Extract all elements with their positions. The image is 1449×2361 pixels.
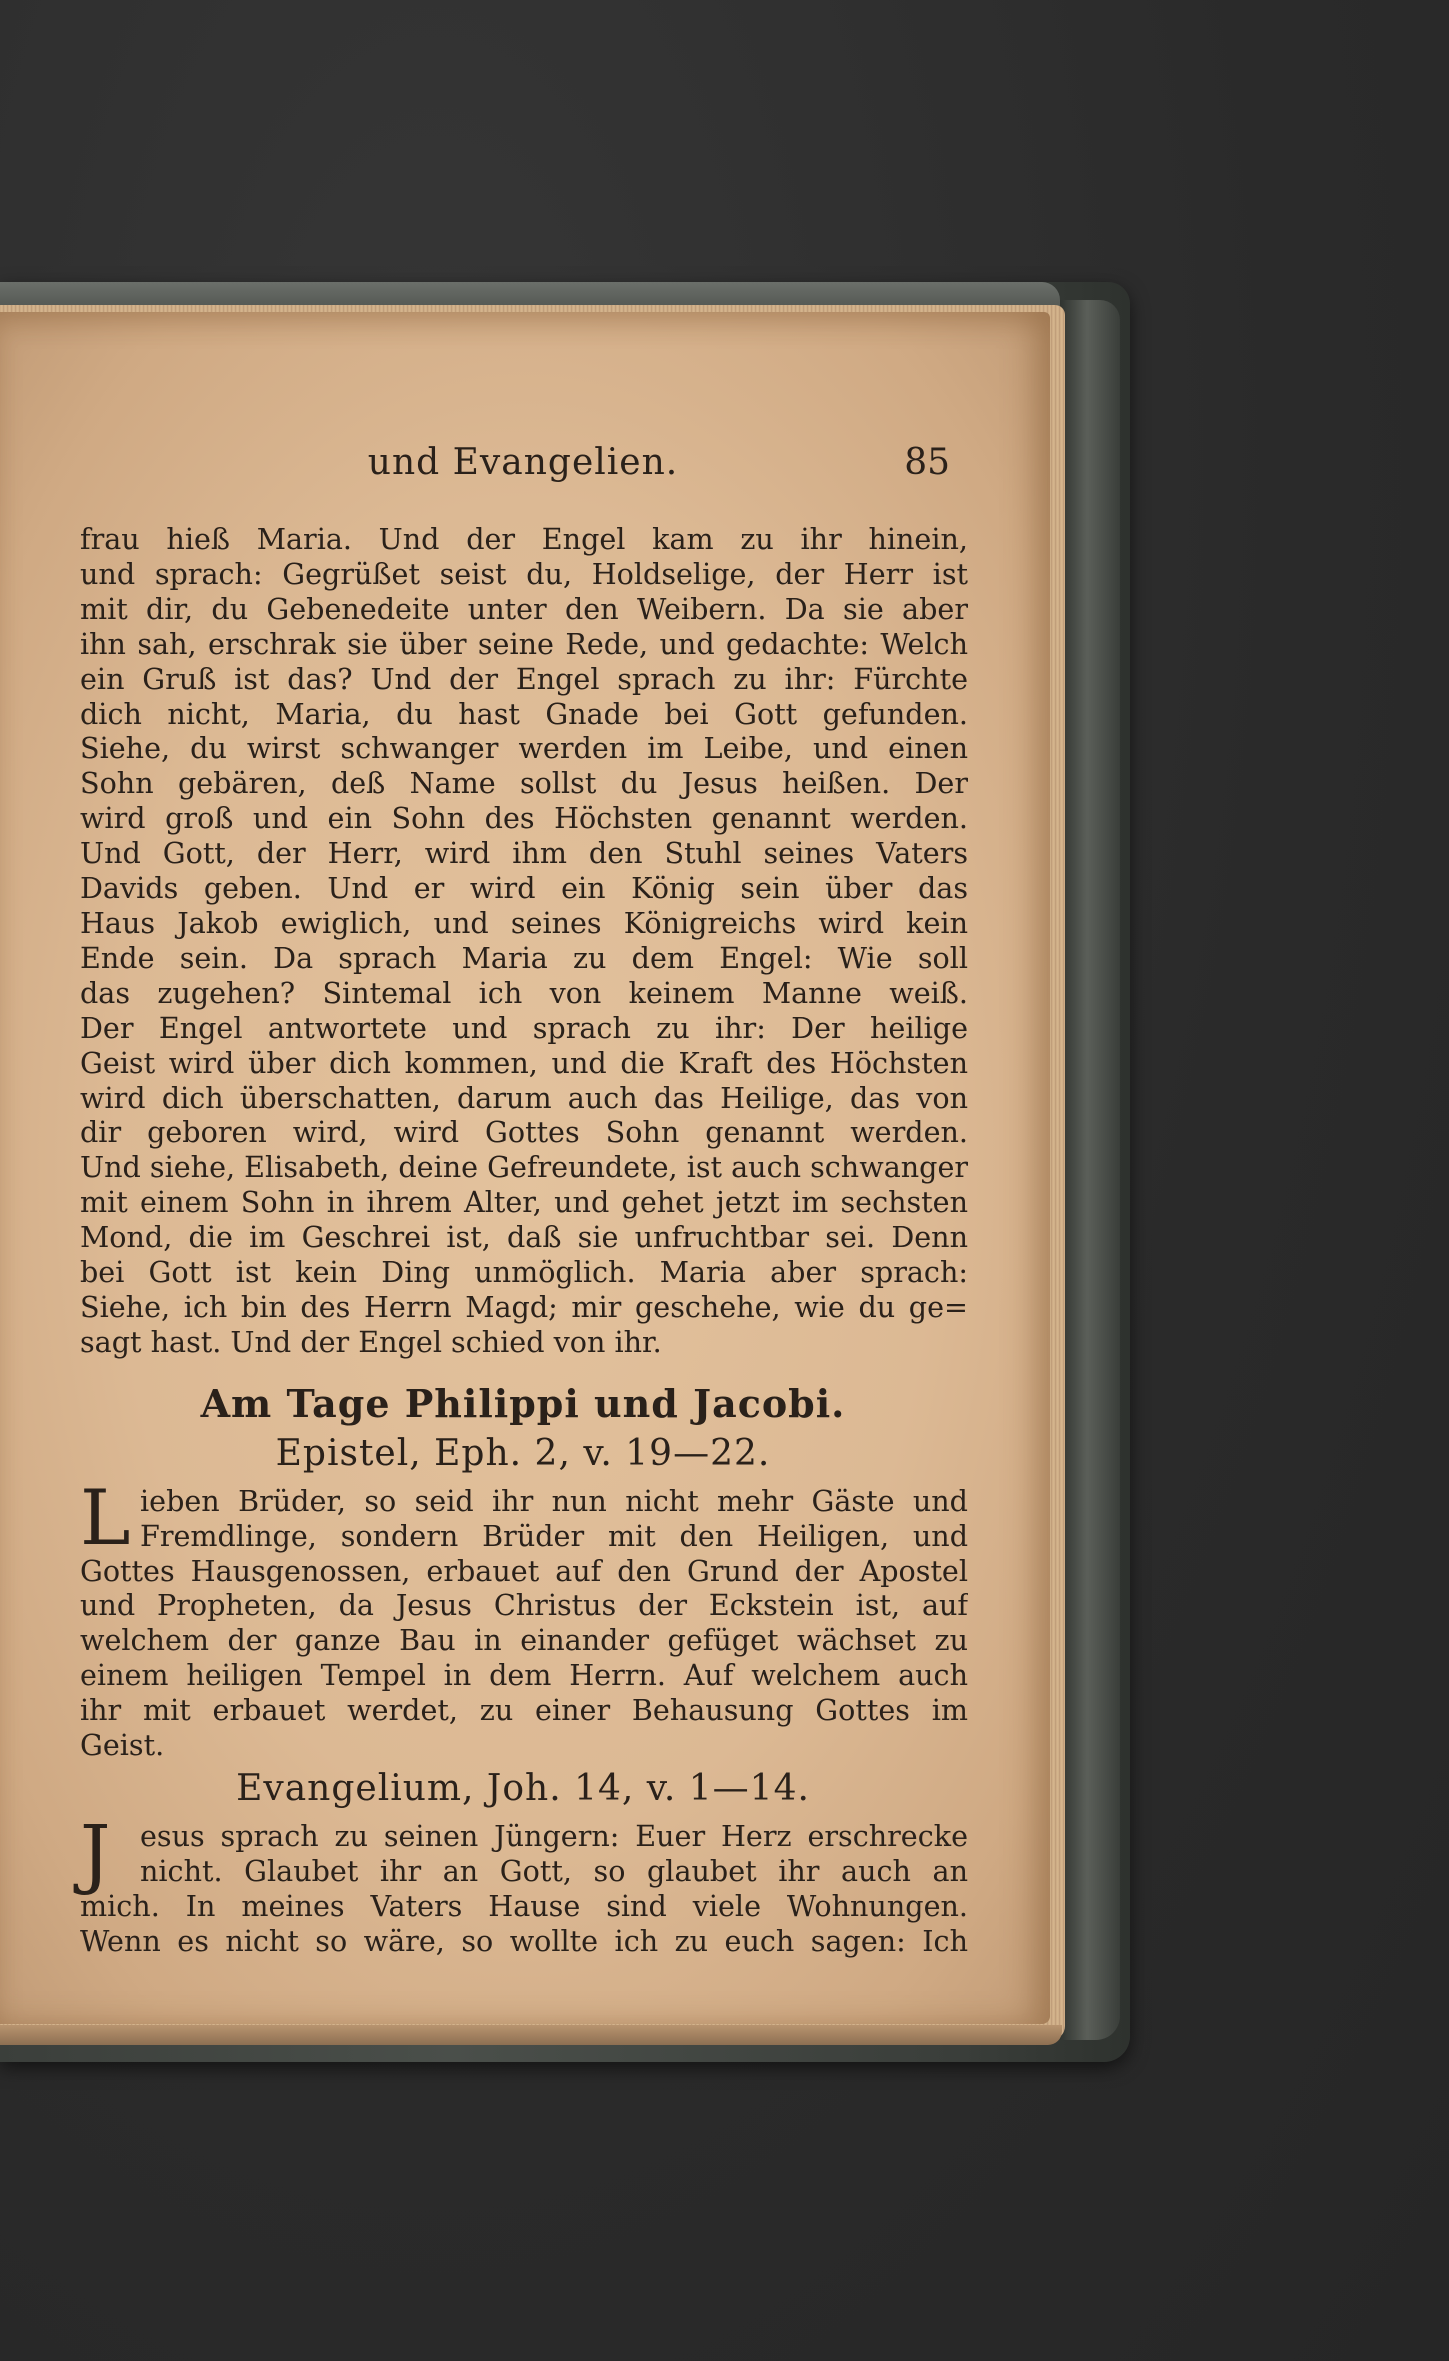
text-line: ein Gruß ist das? Und der Engel sprach zu ihr: Fürchte (80, 661, 968, 696)
text-line: Der Engel antwortete und sprach zu ihr: Der heilige (80, 1010, 968, 1045)
text-line: mit einem Sohn in ihrem Alter, und gehet jetzt im sechsten (80, 1185, 968, 1220)
page-number: 85 (904, 442, 950, 483)
text-line: ihn sah, erschrak sie über seine Rede, und gedachte: Welch (80, 626, 968, 661)
text-line: mich. In meines Vaters Hause sind viele Wohnungen. (80, 1888, 968, 1923)
text-line: das zugehen? Sintemal ich von keinem Manne weiß. (80, 975, 968, 1010)
running-title: und Evangelien. (367, 442, 679, 483)
text-line: ihr mit erbauet werdet, zu einer Behausung Gottes im (80, 1693, 968, 1728)
text-line: welchem der ganze Bau in einander gefüget wächset zu (80, 1623, 968, 1658)
text-line: Siehe, ich bin des Herrn Magd; mir geschehe, wie du ge= (80, 1289, 968, 1324)
book-cover-spine (1060, 300, 1120, 2040)
text-line: Gottes Hausgenossen, erbauet auf den Grund der Apostel (80, 1553, 968, 1588)
epistle-text (78, 1472, 968, 1763)
text-line: Ende sein. Da sprach Maria zu dem Engel: Wie soll (80, 940, 968, 975)
text-line: Davids geben. Und er wird ein König sein über das (80, 871, 968, 906)
text-line: wird groß und ein Sohn des Höchsten genannt werden. (80, 801, 968, 836)
gospel-text (78, 1808, 968, 1959)
text-line: wird dich überschatten, darum auch das Heilige, das von (80, 1080, 968, 1115)
text-line: frau hieß Maria. Und der Engel kam zu ihr hinein, (80, 522, 968, 556)
text-line: Sohn gebären, deß Name sollst du Jesus heißen. Der (80, 766, 968, 801)
text-line: und sprach: Gegrüßet seist du, Holdselige, der Herr ist (80, 556, 968, 591)
text-line: Haus Jakob ewiglich, und seines Königreichs wird kein (80, 905, 968, 940)
gospel-heading: Evangelium, Joh. 14, v. 1—14. (236, 1768, 810, 1809)
text-line: sagt hast. Und der Engel schied von ihr. (80, 1324, 662, 1359)
text-line: Wenn es nicht so wäre, so wollte ich zu euch sagen: Ich (80, 1923, 968, 1958)
text-line: nicht. Glaubet ihr an Gott, so glaubet ihr auch an (140, 1853, 968, 1888)
epistle-dropcap: L (80, 1472, 131, 1562)
text-line: dich nicht, Maria, du hast Gnade bei Gott gefunden. (80, 696, 968, 731)
page-content (78, 442, 968, 1959)
text-line: und Propheten, da Jesus Christus der Eckstein ist, auf (80, 1588, 968, 1623)
text-line: Siehe, du wirst schwanger werden im Leibe, und einen (80, 731, 968, 766)
epistle-heading: Epistel, Eph. 2, v. 19—22. (275, 1432, 771, 1474)
text-line: dir geboren wird, wird Gottes Sohn genannt werden. (80, 1115, 968, 1150)
gospel-dropcap: J (80, 1808, 111, 1897)
feast-heading: Am Tage Philippi und Jacobi. (200, 1380, 846, 1426)
text-line: einem heiligen Tempel in dem Herrn. Auf welchem auch (80, 1658, 968, 1693)
text-line: Geist. (80, 1728, 165, 1763)
text-line: ieben Brüder, so seid ihr nun nicht mehr Gäste und (140, 1483, 968, 1518)
text-line: Mond, die im Geschrei ist, daß sie unfruchtbar sei. Denn (80, 1220, 968, 1255)
book-page (0, 312, 1050, 2024)
text-line: bei Gott ist kein Ding unmöglich. Maria aber sprach: (80, 1255, 968, 1290)
text-line: Und siehe, Elisabeth, deine Gefreundete, ist auch schwanger (80, 1150, 968, 1185)
gospel-continuation (78, 522, 968, 1360)
text-line: Und Gott, der Herr, wird ihm den Stuhl seines Vaters (80, 836, 968, 871)
running-head (78, 442, 968, 512)
page-bottom-edge (0, 2025, 1062, 2045)
text-line: Geist wird über dich kommen, und die Kraft des Höchsten (80, 1045, 968, 1080)
text-line: Fremdlinge, sondern Brüder mit den Heiligen, und (140, 1518, 968, 1553)
text-line: mit dir, du Gebenedeite unter den Weibern. Da sie aber (80, 591, 968, 626)
text-line: esus sprach zu seinen Jüngern: Euer Herz erschrecke (140, 1819, 968, 1853)
